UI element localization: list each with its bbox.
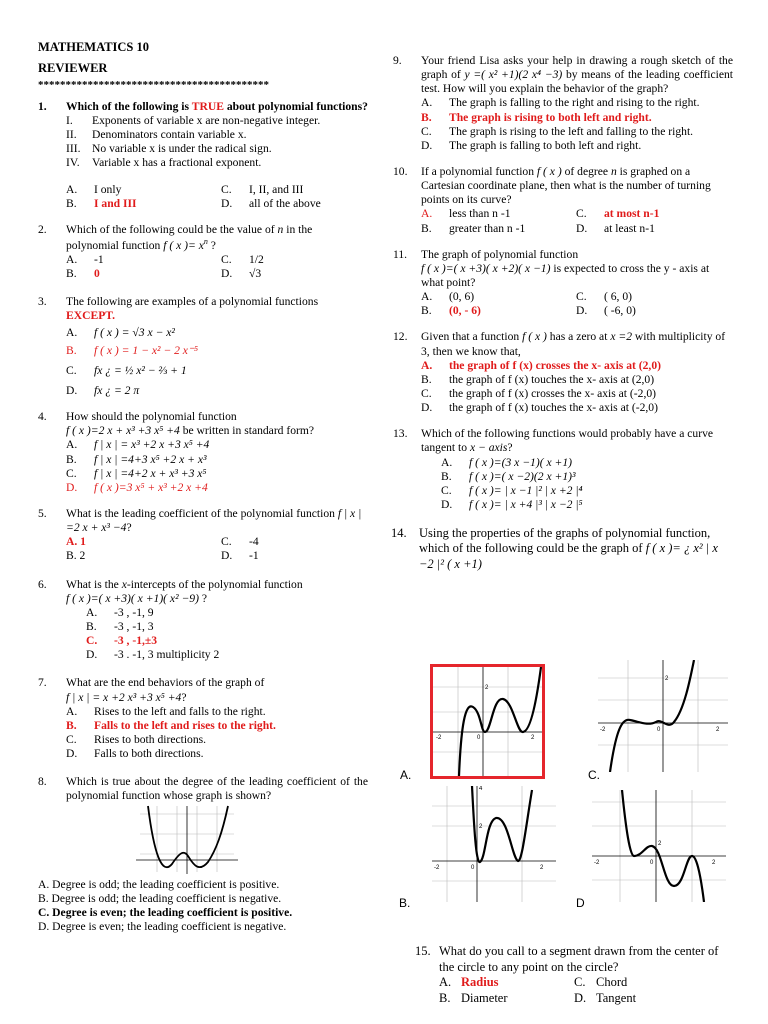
- option-label: D.: [66, 384, 78, 398]
- math-expr: f ( x ): [536, 164, 562, 178]
- option-label: D.: [574, 990, 587, 1005]
- answer-options: [66, 326, 368, 399]
- statement-label: IV.: [66, 156, 80, 170]
- answer-options: [421, 359, 733, 416]
- question-text: What are the end behaviors of the graph of: [66, 676, 265, 690]
- question-text: Given that a function: [421, 330, 523, 344]
- question-emphasis: TRUE: [191, 99, 224, 113]
- question-text: How should the polynomial function: [66, 410, 237, 424]
- option-text: f ( x )= | x +4 |³ | x −2 |⁵: [469, 497, 583, 511]
- svg-text:2: 2: [531, 735, 535, 741]
- graph-label-c: C.: [588, 768, 600, 782]
- option-label: C.: [574, 975, 586, 990]
- math-expr: f | x | = x +2 x³ +3 x⁵ +4: [66, 690, 182, 704]
- answer-options: [66, 183, 368, 211]
- svg-text:-2: -2: [600, 727, 606, 733]
- question-number: 8.: [38, 775, 47, 789]
- question-number: 3.: [38, 295, 47, 309]
- option-text: I only: [94, 182, 122, 196]
- option-text: Chord: [596, 975, 628, 990]
- option-label: A.: [86, 605, 98, 619]
- q14-graph-a: [430, 664, 545, 779]
- option-label: B.: [66, 267, 77, 281]
- svg-text:0: 0: [471, 865, 475, 871]
- question-5: [38, 507, 368, 564]
- option-label: A.: [66, 253, 78, 267]
- option-text: f ( x )=(3 x −1)( x +1): [469, 455, 572, 469]
- statement: [66, 114, 368, 128]
- option-text: the graph of f (x) touches the x- axis at (2,0): [449, 372, 655, 386]
- statement-text: Exponents of variable x are non-negative integer.: [92, 114, 321, 128]
- option-label: B.: [421, 304, 432, 318]
- question-emphasis: EXCEPT.: [66, 309, 116, 323]
- question-text: has a zero at: [546, 330, 611, 344]
- option-text-answer: A. 1: [66, 535, 86, 549]
- math-var: x: [121, 577, 127, 591]
- option-label: D.: [576, 221, 588, 235]
- option-text: I, II, and III: [249, 182, 304, 196]
- option-label: C.: [576, 290, 587, 304]
- option-label: C.: [66, 466, 77, 480]
- question-text: is expected to cross the y - axis at what point?: [421, 261, 710, 289]
- question-text: by means of the leading coefficient test. How will you explain the behavior of the graph?: [421, 68, 733, 96]
- q14-graph-d: [592, 790, 726, 902]
- question-4: [38, 410, 368, 495]
- question-text: ?: [207, 238, 216, 252]
- answer-options: [421, 290, 733, 318]
- question-text: The graph of polynomial function: [421, 247, 579, 261]
- question-15: [415, 944, 735, 1007]
- option-label: C.: [421, 124, 432, 138]
- statement-label: I.: [66, 114, 73, 128]
- answer-options: [66, 438, 368, 495]
- q14-graph-c: [598, 660, 728, 772]
- option-text: -3 , -1, 9: [114, 605, 154, 619]
- doc-title: MATHEMATICS 10: [38, 40, 149, 54]
- option-text-answer: -3 , -1,±3: [114, 634, 158, 648]
- option-text: f ( x )=( x −2)(2 x +1)³: [469, 469, 576, 483]
- q8-options: [38, 878, 368, 935]
- question-number: 15.: [415, 944, 431, 958]
- math-expr: f ( x )=2 x + x³ +3 x⁵ +4: [66, 424, 180, 438]
- option-text: ( -6, 0): [604, 304, 636, 318]
- option-text: The graph is rising to the left and falling to the right.: [449, 124, 694, 138]
- graph-label-a: A.: [400, 768, 412, 782]
- option-label: D.: [421, 138, 433, 152]
- option-text: D. Degree is even; the leading coefficient is negative.: [38, 919, 287, 933]
- question-text: of degree: [561, 164, 611, 178]
- option-label: D.: [221, 196, 233, 210]
- option-label: B.: [66, 718, 77, 732]
- question-number: 9.: [393, 54, 402, 67]
- question-11: [393, 248, 733, 319]
- option-text: greater than n -1: [449, 221, 526, 235]
- option-text-answer: Falls to the left and rises to the right.: [94, 718, 276, 732]
- graph-label-d: D: [576, 896, 585, 910]
- option-label: A.: [421, 358, 433, 372]
- option-text-answer: the graph of f (x) crosses the x- axis at (2,0): [449, 358, 661, 372]
- option-text: ( 6, 0): [604, 290, 633, 304]
- question-8: [38, 775, 368, 875]
- option-text: (0, 6): [449, 290, 475, 304]
- question-number: 2.: [38, 222, 47, 236]
- option-label: C.: [66, 732, 77, 746]
- question-number: 7.: [38, 676, 47, 690]
- svg-text:-2: -2: [434, 865, 440, 871]
- answer-options: [421, 207, 733, 235]
- svg-text:2: 2: [479, 824, 483, 830]
- answer-options: [421, 96, 733, 153]
- question-number: 11.: [393, 247, 408, 261]
- math-expr: y =( x² +1)(2 x⁴ −3): [464, 68, 563, 82]
- option-label: D.: [221, 267, 233, 281]
- answer-options: [66, 535, 368, 563]
- svg-text:2: 2: [712, 860, 716, 866]
- option-text: 1/2: [249, 253, 264, 267]
- option-text: Tangent: [596, 990, 637, 1005]
- statement-text: Variable x has a fractional exponent.: [92, 156, 262, 170]
- graph-a-svg: [433, 667, 542, 776]
- question-2: [38, 223, 368, 281]
- option-text: fx ¿ = 2 π: [94, 384, 140, 398]
- question-3: [38, 295, 368, 398]
- svg-text:2: 2: [540, 865, 544, 871]
- option-text: B. 2: [66, 549, 86, 563]
- option-text: B. Degree is odd; the leading coefficient is negative.: [38, 891, 282, 905]
- option-text-answer: Radius: [461, 975, 499, 990]
- option-label: B.: [421, 372, 432, 386]
- question-number: 4.: [38, 410, 47, 424]
- option-label: C.: [576, 207, 587, 221]
- option-text: Rises to both directions.: [94, 732, 207, 746]
- question-text: ?: [507, 441, 513, 455]
- svg-text:-2: -2: [436, 735, 442, 741]
- question-text: Which of the following functions would probably have a curve tangent to: [421, 427, 714, 455]
- option-label: C.: [66, 363, 77, 377]
- option-text: f | x | = x³ +2 x +3 x⁵ +4: [94, 438, 210, 452]
- option-text-answer: f ( x )=3 x⁵ + x³ +2 x +4: [94, 480, 208, 494]
- option-label: D.: [576, 304, 588, 318]
- option-text: Diameter: [461, 990, 508, 1005]
- question-number: 12.: [393, 330, 408, 344]
- question-text: Which of the following could be the value of: [66, 222, 278, 236]
- question-10: [393, 165, 733, 236]
- svg-text:2: 2: [716, 727, 720, 733]
- option-text-answer: f ( x ) = 1 − x² − 2 x⁻⁵: [94, 343, 199, 357]
- option-label: A.: [439, 975, 452, 990]
- question-number: 6.: [38, 577, 47, 591]
- statement-list: [66, 114, 368, 171]
- option-label: B.: [66, 452, 77, 466]
- right-column: [393, 54, 733, 572]
- q14-graph-b: [432, 786, 556, 902]
- question-text: What is the leading coefficient of the polynomial function: [66, 507, 338, 520]
- question-text: is graphed on a Cartesian coordinate plane, then what is the number of turning points on its curve?: [421, 164, 711, 207]
- svg-text:0: 0: [657, 727, 661, 733]
- option-label: D.: [66, 747, 78, 761]
- option-label: C.: [221, 535, 232, 549]
- graph-curve: [148, 806, 228, 867]
- svg-text:2: 2: [658, 841, 662, 847]
- option-label: B.: [421, 110, 432, 124]
- option-label: B.: [86, 619, 97, 633]
- option-label: B.: [66, 196, 77, 210]
- question-9: [393, 54, 733, 153]
- stars-divider: ******************************************: [38, 78, 269, 91]
- question-13: [393, 427, 733, 512]
- svg-text:-2: -2: [594, 860, 600, 866]
- question-text: The following are examples of a polynomial functions: [66, 295, 319, 309]
- option-text: f | x | =4+3 x⁵ +2 x + x³: [94, 452, 207, 466]
- option-text: f ( x ) = √3 x − x²: [94, 325, 175, 339]
- answer-options: [66, 253, 368, 281]
- answer-options: [421, 456, 733, 513]
- option-text: √3: [249, 267, 262, 281]
- question-number: 5.: [38, 507, 47, 520]
- q8-graph: [132, 804, 242, 876]
- option-text: -1: [249, 549, 259, 563]
- question-text: in the polynomial function: [66, 222, 313, 252]
- question-text: ?: [126, 521, 132, 535]
- option-text-answer: (0, - 6): [449, 304, 481, 318]
- math-var: n: [610, 164, 617, 178]
- option-text: the graph of f (x) touches the x- axis at (-2,0): [449, 401, 658, 415]
- question-text: Using the properties of the graphs of polynomial function, which of the following could be the graph of: [419, 526, 711, 556]
- answer-options: [66, 606, 368, 663]
- math-expr: f ( x ): [522, 330, 547, 344]
- svg-text:2: 2: [665, 676, 669, 682]
- option-label: A.: [421, 96, 433, 110]
- question-7: [38, 676, 368, 761]
- question-text: If a polynomial function: [421, 164, 537, 178]
- question-text: What is the: [66, 577, 122, 591]
- question-text: about polynomial functions?: [223, 99, 368, 113]
- svg-text:4: 4: [479, 786, 483, 792]
- option-text: Rises to the left and falls to the right.: [94, 704, 266, 718]
- option-label: C.: [421, 386, 432, 400]
- option-label: B.: [66, 343, 77, 357]
- question-text: ?: [181, 690, 187, 704]
- svg-text:0: 0: [650, 860, 654, 866]
- math-var: n: [277, 222, 284, 236]
- question-text: Which of the following is: [66, 99, 192, 113]
- option-text-answer: The graph is rising to both left and right.: [449, 110, 652, 124]
- option-label: D.: [86, 648, 98, 662]
- option-label: B.: [421, 221, 432, 235]
- doc-subtitle: REVIEWER: [38, 61, 108, 76]
- option-label: A.: [441, 455, 453, 469]
- question-text: be written in standard form?: [179, 424, 315, 438]
- question-1: [38, 100, 368, 211]
- svg-text:2: 2: [485, 685, 489, 691]
- answer-options: [439, 975, 735, 1006]
- question-text: ?: [198, 591, 207, 605]
- option-label: D.: [441, 497, 453, 511]
- statement-label: III.: [66, 142, 81, 156]
- option-label: D.: [221, 549, 233, 563]
- option-label: A.: [66, 325, 78, 339]
- option-text: Falls to both directions.: [94, 747, 204, 761]
- question-number: 1.: [38, 99, 47, 113]
- statement: [66, 128, 368, 142]
- question-12: [393, 330, 733, 415]
- question-text: Which is true about the degree of the leading coefficient of the polynomial function whose graph is shown?: [66, 775, 368, 803]
- math-expr: f ( x )= ¿ x² | x −2 |² ( x +1): [419, 541, 718, 571]
- option-label: A.: [66, 704, 78, 718]
- statement: [66, 156, 368, 170]
- option-text: -4: [249, 535, 259, 549]
- statement-label: II.: [66, 128, 77, 142]
- left-column: [38, 40, 368, 934]
- option-text: The graph is falling to both left and right.: [449, 138, 642, 152]
- option-text-answer: I and III: [94, 196, 137, 210]
- option-text-answer: C. Degree is even; the leading coefficient is positive.: [38, 905, 293, 919]
- option-label: C.: [221, 253, 232, 267]
- option-label: C.: [86, 634, 98, 648]
- statement-text: Denominators contain variable x.: [92, 128, 247, 142]
- math-expr: x =2: [610, 330, 632, 344]
- math-expr: f | x | =2 x + x³ −4: [66, 507, 362, 535]
- option-text-answer: 0: [94, 267, 100, 281]
- math-expr: x − axis: [469, 441, 508, 455]
- question-text: What do you call to a segment drawn from the center of the circle to any point on the circle?: [439, 944, 719, 974]
- answer-options: [66, 705, 368, 762]
- question-number: 13.: [393, 427, 408, 441]
- statement: [66, 142, 368, 156]
- math-expr: f ( x )=( x +3)( x +1)( x² −9): [66, 591, 199, 605]
- option-text: fx ¿ = ½ x² − ⅔ + 1: [94, 363, 187, 377]
- option-text: f ( x )= | x −1 |² | x +2 |⁴: [469, 483, 583, 497]
- option-label: D.: [421, 401, 433, 415]
- option-label: C.: [221, 182, 232, 196]
- option-label: C.: [441, 483, 452, 497]
- option-text: all of the above: [249, 196, 321, 210]
- svg-text:0: 0: [477, 735, 481, 741]
- question-text: Your friend Lisa asks your help in drawing a rough sketch of the graph of: [421, 54, 733, 82]
- option-text: less than n -1: [449, 207, 511, 221]
- option-text: -1: [94, 253, 104, 267]
- math-exponent: n: [203, 237, 208, 247]
- option-text: A. Degree is odd; the leading coefficient is positive.: [38, 877, 280, 891]
- option-label: A.: [421, 207, 433, 221]
- question-text: with multiplicity of 3, then we know that,: [421, 330, 726, 358]
- option-label: A.: [66, 438, 78, 452]
- option-text-answer: at most n-1: [604, 207, 660, 221]
- option-text: the graph of f (x) crosses the x- axis at (-2,0): [449, 386, 657, 400]
- question-14: [393, 526, 733, 572]
- option-label: B.: [439, 990, 451, 1005]
- statement-text: No variable x is under the radical sign.: [92, 142, 272, 156]
- option-label: B.: [441, 469, 452, 483]
- question-text: -intercepts of the polynomial function: [126, 577, 303, 591]
- option-text: -3 , -1, 3: [114, 619, 154, 633]
- option-text: -3 . -1, 3 multiplicity 2: [114, 648, 220, 662]
- option-text: at least n-1: [604, 221, 655, 235]
- question-number: 10.: [393, 164, 408, 178]
- question-6: [38, 578, 368, 663]
- math-expr: f ( x )= x: [163, 238, 204, 252]
- option-text: f | x | =4+2 x + x³ +3 x⁵: [94, 466, 207, 480]
- option-label: A.: [421, 290, 433, 304]
- question-number: 14.: [391, 526, 407, 541]
- graph-label-b: B.: [399, 896, 411, 910]
- math-expr: f ( x )=( x +3)( x +2)( x −1): [421, 261, 551, 275]
- option-label: D.: [66, 480, 78, 494]
- option-label: A.: [66, 182, 78, 196]
- option-text: The graph is falling to the right and rising to the right.: [449, 96, 700, 110]
